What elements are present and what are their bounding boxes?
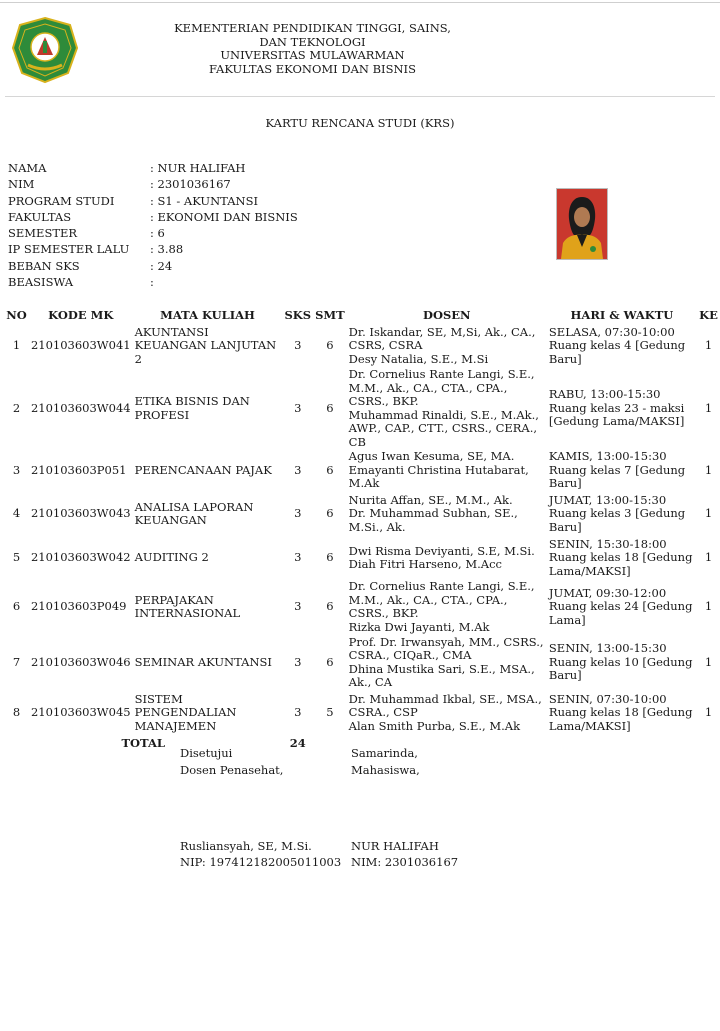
institution-line: UNIVERSITAS MULAWARMAN: [220, 48, 405, 62]
info-row-beasiswa: [8, 274, 298, 290]
dosen-name: Rizka Dwi Jayanti, M.Ak: [348, 619, 490, 634]
col-header-smt: SMT: [315, 308, 345, 322]
cell-kode: 210103603P049: [30, 599, 127, 614]
info-label: NIM: [8, 177, 35, 192]
cell-smt: 6: [326, 338, 334, 353]
info-label: FAKULTAS: [8, 209, 72, 224]
document-title: KARTU RENCANA STUDI (KRS): [265, 116, 455, 130]
table-row: [4, 449, 720, 492]
cell-dosen: [347, 580, 547, 634]
cell-sks: 3: [294, 599, 302, 614]
course-table: [4, 306, 720, 753]
schedule-room: Ruang kelas 18 [Gedung Lama/MAKSI]: [548, 705, 693, 733]
cell-hari-waktu: [547, 449, 697, 492]
cell-kode: 210103603W042: [30, 550, 131, 565]
schedule-time: SENIN, 15:30-18:00: [548, 536, 667, 551]
cell-mata-kuliah: ETIKA BISNIS DAN PROFESI: [134, 394, 250, 422]
cell-kode: 210103603W041: [30, 338, 131, 353]
cell-dosen: [347, 449, 547, 492]
dosen-name: Dwi Risma Deviyanti, S.E, M.Si.: [348, 543, 535, 558]
info-row-fakultas: [8, 209, 298, 225]
dosen-name: Alan Smith Purba, S.E., M.Ak: [348, 718, 521, 733]
advisor-signature-block: [180, 745, 283, 779]
schedule-room: Ruang kelas 3 [Gedung Baru]: [548, 506, 686, 534]
cell-hari-waktu: [547, 691, 697, 735]
dosen-name: Dr. Iskandar, SE, M,Si, Ak., CA., CSRS, CSRA: [348, 324, 536, 353]
cell-sks: 3: [294, 705, 302, 720]
cell-smt: 6: [326, 599, 334, 614]
advisor-approved-label: Disetujui: [180, 746, 233, 760]
info-value: : 24: [150, 258, 173, 273]
student-role-label: Mahasiswa,: [351, 763, 420, 777]
col-header-dosen: DOSEN: [423, 308, 471, 322]
info-value: : 2301036167: [150, 177, 231, 192]
schedule-room: Ruang kelas 24 [Gedung Lama]: [548, 599, 693, 627]
cell-mata-kuliah: ANALISA LAPORAN KEUANGAN: [134, 499, 254, 527]
cell-mata-kuliah: PERENCANAAN PAJAK: [134, 462, 272, 477]
dosen-name: Dr. Muhammad Ikbal, SE., MSA., CSRA., CSP: [348, 691, 542, 720]
info-label: SEMESTER: [8, 226, 78, 241]
top-border-line: [0, 2, 720, 3]
student-info: [8, 160, 298, 290]
cell-smt: 6: [326, 462, 334, 477]
cell-kode: 210103603W044: [30, 400, 131, 415]
dosen-name: Dr. Cornelius Rante Langi, S.E., M.M., Ak., CA., CTA., CPA., CSRS., BKP.: [348, 579, 535, 620]
advisor-role-label: Dosen Penasehat,: [180, 763, 284, 777]
cell-dosen: [347, 691, 547, 735]
dosen-name: Diah Fitri Harseno, M.Acc: [348, 557, 502, 571]
info-value: : 3.88: [150, 242, 184, 257]
cell-hari-waktu: [547, 634, 697, 691]
cell-dosen: [347, 324, 547, 368]
advisor-nip: NIP: 197412182005011003: [180, 855, 342, 869]
info-value: : EKONOMI DAN BISNIS: [150, 209, 298, 224]
total-label: TOTAL: [121, 736, 165, 751]
cell-hari-waktu: [547, 368, 697, 449]
info-label: BEBAN SKS: [8, 258, 80, 273]
table-row: [4, 634, 720, 691]
institution-line: FAKULTAS EKONOMI DAN BISNIS: [209, 61, 416, 76]
cell-kode: 210103603P051: [30, 462, 127, 477]
dosen-name: Emayanti Christina Hutabarat, M.Ak: [348, 462, 529, 491]
cell-no: 1: [12, 338, 21, 353]
info-row-semester: [8, 225, 298, 241]
advisor-name: Rusliansyah, SE, M.Si.: [180, 839, 312, 853]
schedule-room: Ruang kelas 10 [Gedung Baru]: [548, 654, 693, 683]
cell-hari-waktu: [547, 324, 697, 368]
cell-smt: 6: [326, 506, 334, 521]
info-row-nama: [8, 160, 298, 176]
institution-header: [150, 22, 475, 76]
info-label: PROGRAM STUDI: [8, 193, 115, 208]
cell-dosen: [347, 492, 547, 536]
institution-line: DAN TEKNOLOGI: [259, 34, 366, 49]
dosen-name: Agus Iwan Kesuma, SE, MA.: [348, 449, 515, 464]
cell-hari-waktu: [547, 492, 697, 536]
advisor-identity: [180, 838, 341, 870]
cell-dosen: [347, 536, 547, 580]
cell-mata-kuliah: PERPAJAKAN INTERNASIONAL: [134, 592, 241, 620]
info-value: : 6: [150, 226, 165, 241]
table-row: [4, 368, 720, 449]
info-label: BEASISWA: [8, 275, 74, 290]
info-row-beban-sks: [8, 258, 298, 274]
cell-no: 5: [12, 550, 21, 565]
cell-ke: 1: [704, 462, 713, 477]
cell-kode: 210103603W043: [30, 506, 131, 521]
cell-no: 6: [12, 599, 21, 614]
student-photo: [556, 188, 608, 260]
col-header-kode: KODE MK: [48, 308, 114, 322]
col-header-ke: KE: [699, 308, 718, 322]
schedule-time: KAMIS, 13:00-15:30: [548, 449, 667, 464]
dosen-name: Dhina Mustika Sari, S.E., MSA., Ak., CA: [348, 661, 535, 689]
schedule-time: SENIN, 07:30-10:00: [548, 691, 667, 706]
institution-line: KEMENTERIAN PENDIDIKAN TINGGI, SAINS,: [174, 21, 451, 35]
col-header-mata-kuliah: MATA KULIAH: [160, 308, 255, 322]
info-row-nim: [8, 176, 298, 192]
schedule-room: Ruang kelas 18 [Gedung Lama/MAKSI]: [548, 550, 693, 578]
col-header-sks: SKS: [284, 308, 312, 322]
info-row-ip: [8, 241, 298, 257]
cell-sks: 3: [294, 550, 302, 565]
cell-sks: 3: [294, 462, 302, 477]
table-row: [4, 691, 720, 735]
table-header-row: [4, 306, 720, 324]
table-row: [4, 580, 720, 634]
dosen-name: Muhammad Rinaldi, S.E., M.Ak., AWP., CAP., CTT., CSRS., CERA., CB: [348, 407, 539, 449]
cell-no: 4: [12, 506, 21, 521]
cell-smt: 6: [326, 400, 334, 415]
col-header-no: NO: [6, 308, 27, 322]
cell-dosen: [347, 634, 547, 691]
cell-kode: 210103603W046: [30, 654, 131, 669]
cell-mata-kuliah: AUDITING 2: [134, 550, 209, 565]
cell-no: 2: [12, 400, 21, 415]
total-sks: 24: [289, 736, 306, 751]
cell-smt: 5: [326, 705, 334, 720]
cell-sks: 3: [294, 400, 302, 415]
schedule-room: Ruang kelas 23 - maksi [Gedung Lama/MAKSI]: [548, 400, 685, 429]
cell-mata-kuliah: SEMINAR AKUNTANSI: [134, 654, 272, 669]
dosen-name: Nurita Affan, SE., M.M., Ak.: [348, 492, 513, 507]
university-logo: [10, 15, 80, 85]
schedule-time: JUMAT, 13:00-15:30: [548, 492, 667, 507]
schedule-time: RABU, 13:00-15:30: [548, 387, 661, 402]
info-row-program-studi: [8, 193, 298, 209]
student-signature-block: [351, 745, 420, 779]
cell-no: 3: [12, 462, 21, 477]
cell-ke: 1: [704, 338, 713, 353]
cell-ke: 1: [704, 506, 713, 521]
schedule-time: JUMAT, 09:30-12:00: [548, 585, 667, 600]
dosen-name: Dr. Muhammad Subhan, SE., M.Si., Ak.: [348, 506, 518, 534]
col-header-hari-waktu: HARI & WAKTU: [570, 308, 674, 322]
cell-sks: 3: [294, 506, 302, 521]
student-name: NUR HALIFAH: [351, 839, 439, 853]
dosen-name: Desy Natalia, S.E., M.Si: [348, 351, 489, 366]
cell-mata-kuliah: AKUNTANSI KEUANGAN LANJUTAN 2: [134, 324, 277, 366]
schedule-room: Ruang kelas 4 [Gedung Baru]: [548, 338, 686, 366]
table-row: [4, 324, 720, 368]
header-divider: [5, 96, 715, 97]
dosen-name: Dr. Cornelius Rante Langi, S.E., M.M., Ak., CA., CTA., CPA., CSRS., BKP.: [348, 367, 535, 408]
cell-smt: 6: [326, 654, 334, 669]
cell-ke: 1: [704, 550, 713, 565]
cell-mata-kuliah: SISTEM PENGENDALIAN MANAJEMEN: [134, 691, 237, 733]
cell-no: 7: [12, 654, 21, 669]
table-row: [4, 536, 720, 580]
cell-sks: 3: [294, 654, 302, 669]
cell-kode: 210103603W045: [30, 705, 131, 720]
dosen-name: Prof. Dr. Irwansyah, MM., CSRS., CSRA., CIQaR., CMA: [348, 634, 544, 662]
info-value: : S1 - AKUNTANSI: [150, 193, 258, 208]
cell-hari-waktu: [547, 580, 697, 634]
info-label: NAMA: [8, 161, 47, 175]
cell-ke: 1: [704, 400, 713, 415]
schedule-time: SENIN, 13:00-15:30: [548, 641, 667, 656]
info-value: : NUR HALIFAH: [150, 161, 246, 175]
signature-city: Samarinda,: [351, 746, 418, 760]
cell-ke: 1: [704, 599, 713, 614]
student-identity: [351, 838, 458, 870]
cell-ke: 1: [704, 705, 713, 720]
student-nim: NIM: 2301036167: [351, 855, 459, 869]
schedule-time: SELASA, 07:30-10:00: [548, 324, 675, 339]
cell-ke: 1: [704, 654, 713, 669]
info-label: IP SEMESTER LALU: [8, 242, 130, 257]
cell-no: 8: [12, 705, 21, 720]
info-value: :: [150, 275, 154, 290]
cell-smt: 6: [326, 550, 334, 565]
schedule-room: Ruang kelas 7 [Gedung Baru]: [548, 462, 686, 491]
table-row: [4, 492, 720, 536]
cell-hari-waktu: [547, 536, 697, 580]
cell-dosen: [347, 368, 547, 449]
cell-sks: 3: [294, 338, 302, 353]
